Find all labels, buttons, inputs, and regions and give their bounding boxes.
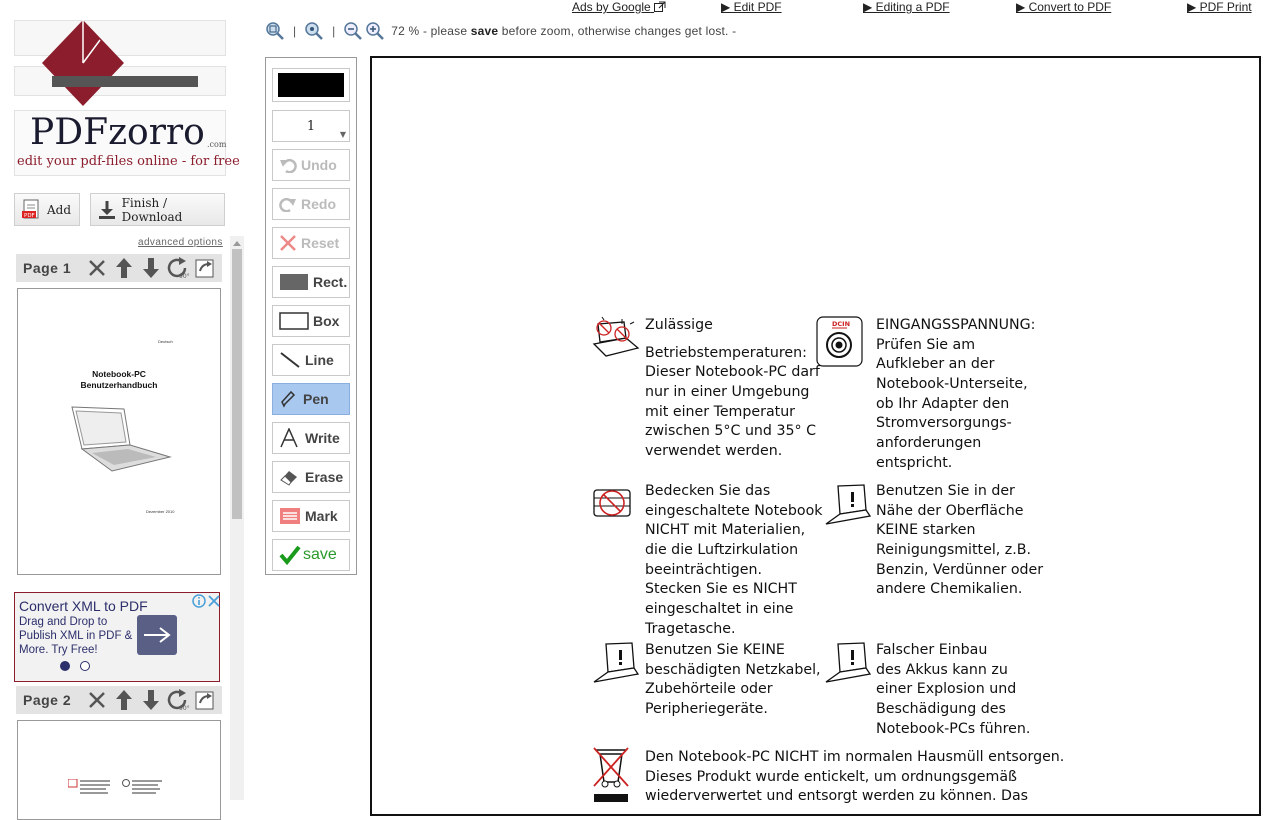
document-text-line: anforderungen (876, 435, 982, 452)
size-select[interactable] (272, 110, 350, 142)
document-text-line: beschädigten Netzkabel, (645, 661, 821, 678)
redo-button[interactable]: Redo (272, 188, 350, 220)
convert-to-pdf-link[interactable]: ▶ Convert to PDF (1016, 0, 1112, 14)
document-text-line: eingeschaltete Notebook (645, 502, 823, 519)
logo-tld: .com (207, 140, 227, 149)
mark-tool-button[interactable]: Mark (272, 500, 350, 532)
ad-close-icon[interactable] (207, 594, 221, 608)
document-text-line: zwischen 5°C und 35° C (645, 423, 817, 440)
rotate-page-icon[interactable] (164, 254, 191, 282)
document-text-line: Peripheriegeräte. (645, 701, 768, 718)
document-text-line: Betriebstemperaturen: (645, 344, 807, 361)
zoom-reset-icon[interactable] (304, 21, 324, 41)
finish-download-label: Finish / Download (121, 195, 183, 224)
text-block-1-right (876, 316, 1035, 474)
document-text-line: EINGANGSSPANNUNG: (876, 317, 1036, 333)
text-block-3-left (645, 641, 821, 720)
dc-input-icon (816, 316, 864, 368)
move-down-icon[interactable] (137, 686, 164, 714)
add-pdf-icon (21, 199, 41, 221)
document-text-line: Tragetasche. (645, 620, 736, 637)
document-text-line: die die Luftzirkulation (645, 542, 799, 559)
pen-tool-button[interactable]: Pen (272, 383, 350, 415)
save-button[interactable]: save (272, 539, 350, 571)
move-up-icon[interactable] (110, 254, 137, 282)
document-text-line: KEINE starken (876, 522, 976, 539)
edit-pdf-link[interactable]: ▶ Edit PDF (721, 0, 782, 14)
drawing-toolbar (265, 57, 357, 575)
svg-text:PDF: PDF (24, 212, 35, 219)
eraser-icon (279, 468, 301, 486)
logo-diamond-icon (38, 18, 128, 108)
thumb-date: Dezember 2010 (146, 509, 175, 514)
document-text-line: Benzin, Verdünner oder (876, 561, 1044, 578)
advanced-options-link[interactable]: advanced options (138, 237, 223, 248)
page-2-label: Page 2 (23, 692, 72, 708)
page-options-icon[interactable] (191, 686, 218, 714)
zoom-separator: | (293, 24, 297, 38)
logo-text: PDFzorro (30, 112, 205, 153)
move-up-icon[interactable] (110, 686, 137, 714)
battery-warning-icon (824, 642, 872, 686)
reset-button[interactable]: Reset (272, 227, 350, 259)
color-picker[interactable] (272, 68, 350, 102)
rotate-page-icon[interactable] (164, 686, 191, 714)
document-text-line: Zulässige (645, 317, 713, 333)
document-text-line: andere Chemikalien. (876, 581, 1023, 598)
text-icon (279, 428, 301, 448)
no-trash-bin-icon (592, 746, 632, 804)
document-text-line: beeinträchtigen. (645, 561, 763, 578)
page-1-header (16, 254, 222, 282)
redo-icon (279, 196, 297, 212)
ad-title[interactable]: Convert XML to PDF (19, 598, 148, 614)
text-block-2-left (645, 482, 822, 640)
filled-rect-icon (279, 273, 309, 291)
document-text-line: Dieser Notebook-PC darf (645, 364, 820, 381)
top-links (572, 0, 1272, 16)
text-block-4 (645, 748, 1064, 807)
ad-dot[interactable] (80, 661, 90, 671)
document-text-line: Notebook-Unterseite, (876, 376, 1028, 393)
thumb-laptop-image (68, 405, 172, 475)
zoom-fit-icon[interactable] (265, 21, 285, 41)
add-button[interactable] (14, 193, 80, 226)
ad-info-icon[interactable] (192, 594, 206, 608)
document-text-line: eingeschaltet in eine (645, 601, 794, 618)
document-text-line: nur in einer Umgebung (645, 384, 810, 401)
zoom-separator: | (332, 24, 336, 38)
page-options-icon[interactable] (191, 254, 218, 282)
download-icon (97, 199, 116, 221)
svg-text:DCIN: DCIN (832, 320, 851, 328)
undo-icon (279, 157, 297, 173)
move-down-icon[interactable] (137, 254, 164, 282)
checkmark-icon (279, 545, 301, 565)
delete-page-icon[interactable] (83, 686, 110, 714)
document-text-line: NICHT mit Materialien, (645, 522, 806, 539)
document-text-line: Benutzen Sie KEINE (645, 642, 785, 658)
document-text-line: ob Ihr Adapter den (876, 395, 1010, 412)
laptop-warning-icon (824, 484, 872, 528)
document-text-line: einer Explosion und (876, 681, 1017, 698)
svg-text:90°: 90° (178, 273, 190, 280)
box-outline-icon (279, 312, 309, 330)
external-link-icon (654, 1, 666, 12)
pdfzorro-logo[interactable] (14, 18, 240, 176)
document-text-line: Benutzen Sie in der (876, 483, 1015, 499)
rect-tool-button[interactable]: Rect. (272, 266, 350, 298)
page-2-thumbnail[interactable] (17, 720, 221, 820)
highlight-icon (279, 507, 301, 525)
editing-a-pdf-link[interactable]: ▶ Editing a PDF (863, 0, 950, 14)
document-text-line: Falscher Einbau (876, 642, 988, 658)
pdf-print-link[interactable]: ▶ PDF Print (1187, 0, 1252, 14)
add-button-label: Add (47, 202, 72, 217)
thumb-2-preview (68, 779, 178, 801)
document-text-line: Dieses Produkt wurde entickelt, um ordnungsgemäß (645, 768, 1017, 785)
document-text-line: Bedecken Sie das (645, 483, 771, 499)
document-text-line: mit einer Temperatur (645, 403, 796, 420)
reset-icon (279, 234, 297, 252)
box-tool-button[interactable]: Box (272, 305, 350, 337)
erase-tool-button[interactable]: Erase (272, 461, 350, 493)
size-value: 1 (306, 118, 316, 134)
document-text-line: Reinigungsmittel, z.B. (876, 542, 1031, 559)
ad-dot-active[interactable] (60, 661, 70, 671)
ad-banner[interactable] (14, 592, 220, 682)
zoom-info-text: 72 % - please save before zoom, otherwise changes get lost. - (391, 24, 737, 38)
undo-button[interactable]: Undo (272, 149, 350, 181)
document-text-line: Aufkleber an der (876, 356, 995, 373)
text-block-2-right (876, 482, 1043, 600)
size-dropdown-icon: ▼ (339, 130, 346, 139)
document-text-line: Notebook-PCs führen. (876, 720, 1031, 737)
document-text-line: Prüfen Sie am (876, 336, 976, 353)
pdf-page-canvas[interactable] (370, 56, 1261, 816)
arrow-right-icon (142, 625, 172, 645)
line-tool-button[interactable]: Line (272, 344, 350, 376)
document-text-line: Beschädigung des (876, 701, 1006, 718)
no-cover-icon (592, 484, 634, 520)
logo-tagline: edit your pdf-files online - for free (17, 154, 240, 169)
document-text-line: Den Notebook-PC NICHT im normalen Hausmüll entsorgen. (645, 749, 1065, 765)
thumb-lang: Deutsch (158, 339, 173, 344)
document-text-line: des Akkus kann zu (876, 661, 1008, 678)
zoom-bar (265, 20, 736, 42)
logo-bar (52, 76, 198, 87)
document-text-line: entspricht. (876, 454, 953, 471)
thumb-title: Notebook-PC (92, 369, 146, 379)
svg-text:90°: 90° (178, 705, 190, 712)
document-text-line: Zubehörteile oder (645, 681, 773, 698)
color-swatch (278, 73, 344, 97)
pen-icon (279, 390, 299, 408)
page-2-header (16, 686, 222, 714)
zoom-percent: 72 % (391, 24, 420, 38)
page-1-label: Page 1 (23, 260, 72, 276)
text-block-1-left (645, 316, 820, 462)
ad-arrow-button[interactable] (137, 615, 177, 655)
document-text-line: Nähe der Oberfläche (876, 502, 1024, 519)
finish-download-button[interactable] (90, 193, 225, 226)
zoom-in-icon[interactable] (365, 21, 385, 41)
document-text-line: verwendet werden. (645, 443, 783, 460)
thumb-subtitle: Benutzerhandbuch (80, 380, 158, 390)
text-block-3-right (876, 641, 1030, 739)
temperature-warning-icon (592, 316, 640, 360)
sidebar-scrollbar-thumb[interactable] (232, 249, 242, 519)
line-icon (279, 351, 301, 369)
document-text-line: wiederverwertet und entsorgt werden zu können. Das (645, 788, 1029, 805)
zoom-out-icon[interactable] (343, 21, 363, 41)
cable-warning-icon (592, 642, 640, 686)
document-text-line: Stromversorgungs- (876, 415, 1012, 432)
document-text-line: Stecken Sie es NICHT (645, 581, 797, 598)
delete-page-icon[interactable] (83, 254, 110, 282)
document-text-line (645, 336, 820, 344)
ad-body: Drag and Drop to Publish XML in PDF & More. Try Free! (19, 616, 133, 656)
page-1-thumbnail[interactable] (17, 288, 221, 575)
ads-by-google-link[interactable]: Ads by Google (572, 0, 666, 14)
write-tool-button[interactable]: Write (272, 422, 350, 454)
